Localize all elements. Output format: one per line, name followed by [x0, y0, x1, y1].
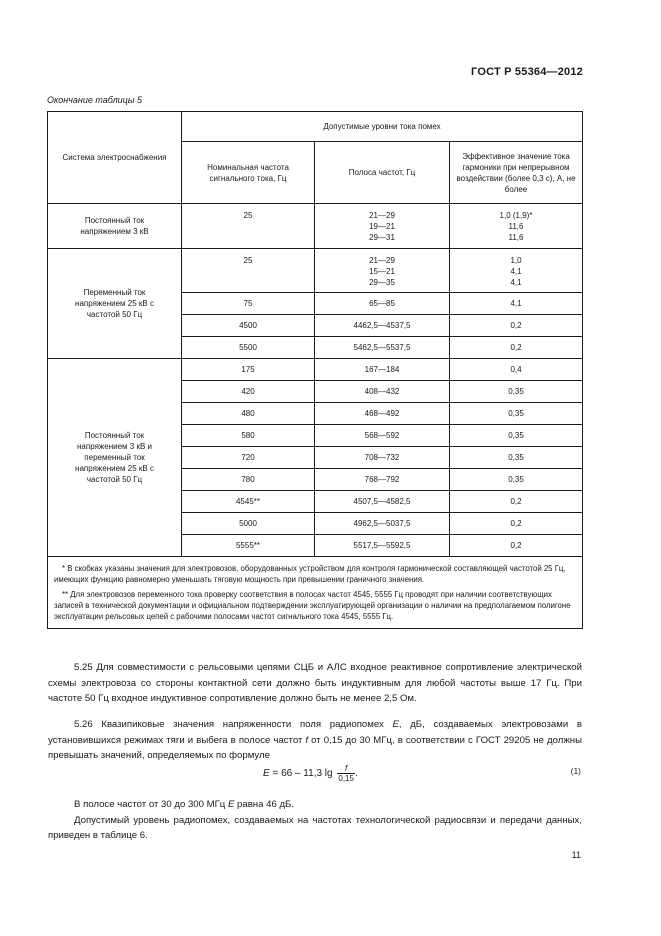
paragraph-radio: Допустимый уровень радиопомех, создаваемых на частотах технологической радиосвязи и передачи данных, приведен в таблице 6.	[48, 814, 582, 841]
current-cell	[450, 491, 583, 513]
band-cell	[315, 425, 450, 447]
current-cell	[450, 315, 583, 337]
frequency-cell: 5000	[182, 513, 315, 535]
current-value: 11,6	[508, 222, 524, 231]
table-body	[48, 204, 583, 557]
band-cell	[315, 447, 450, 469]
system-cell: Переменный ток напряжением 25 кВ с частотой 50 Гц	[48, 249, 182, 359]
band-text-a: В полосе частот от 30 до 300 МГц	[74, 799, 228, 810]
current-value: 0,2	[510, 541, 522, 550]
paragraph-5-25-text: 5.25 Для совместимости с рельсовыми цепями СЦБ и АЛС входное реактивное сопротивление электрической схемы электровоза со стороны контактной сети должно быть индуктивным для любой частоты выше 17 Гц. При частоте 50 Гц входное индуктивное сопротивление должно быть не менее 2,5 Ом.	[48, 662, 582, 704]
current-value: 0,2	[510, 497, 522, 506]
band-cell	[315, 315, 450, 337]
band-value: 29—35	[369, 278, 395, 287]
frequency-cell: 720	[182, 447, 315, 469]
footnote-2: ** Для электровозов переменного тока проверку соответствия в полосах частот 4545, 5555 Гц проводят при наличии соответствующих записей в технической документации и официальном подтверждении эксплуатирующей организации о наличии на предполагаемом полигоне эксплуатации рельсовых цепей с рабочими полосами частот сигнального тока 4545, 5555 Гц.	[54, 590, 571, 621]
frequency-cell: 25	[182, 249, 315, 293]
frequency-cell: 480	[182, 403, 315, 425]
frequency-cell: 175	[182, 359, 315, 381]
p526-text-a: 5.26 Квазипиковые значения напряженности поля радиопомех	[74, 719, 393, 730]
current-cell	[450, 293, 583, 315]
current-value: 0,2	[510, 519, 522, 528]
band-value: 4507,5—4582,5	[353, 497, 411, 506]
frequency-cell: 5500	[182, 337, 315, 359]
formula-1	[0, 762, 661, 796]
frequency-cell: 75	[182, 293, 315, 315]
p526-symbol-e: E	[392, 719, 399, 730]
table-caption: Окончание таблицы 5	[47, 95, 142, 105]
band-value: 468—492	[364, 409, 400, 418]
band-value: 65—85	[369, 299, 395, 308]
current-value: 0,35	[508, 453, 524, 462]
paragraph-5-26	[48, 717, 582, 764]
current-value: 4,1	[510, 278, 522, 287]
current-cell	[450, 359, 583, 381]
frequency-cell: 4545**	[182, 491, 315, 513]
frequency-cell: 5555**	[182, 535, 315, 557]
band-value: 408—432	[364, 387, 400, 396]
table-row	[48, 204, 583, 249]
band-value: 19—21	[369, 222, 395, 231]
band-value: 708—732	[364, 453, 400, 462]
band-cell	[315, 359, 450, 381]
band-value: 4962,5—5037,5	[353, 519, 411, 528]
band-value: 4462,5—4537,5	[353, 321, 411, 330]
formula-number: (1)	[570, 766, 581, 776]
band-cell	[315, 469, 450, 491]
current-value: 11,6	[508, 233, 524, 242]
frequency-cell: 780	[182, 469, 315, 491]
band-cell	[315, 381, 450, 403]
current-cell	[450, 337, 583, 359]
header-system: Система электроснабжения	[48, 112, 182, 204]
frequency-cell: 4500	[182, 315, 315, 337]
fraction-denominator: 0,15	[338, 774, 354, 783]
formula-tail: .	[354, 768, 358, 780]
current-value: 1,0	[510, 256, 522, 265]
band-cell	[315, 535, 450, 557]
p526-symbol-f: f	[305, 734, 309, 746]
current-cell	[450, 204, 583, 249]
footnote-1: * В скобках указаны значения для электровозов, оборудованных устройством для контроля гармонической составляющей частотой 25 Гц, имеющих функцию равномерно уменьшать тяговую мощность при превышении граничного значения.	[54, 564, 566, 584]
band-value: 768—792	[364, 475, 400, 484]
formula-expression	[263, 764, 358, 783]
band-cell	[315, 513, 450, 535]
band-cell	[315, 491, 450, 513]
fraction-numerator: f	[337, 764, 355, 774]
band-value: 15—21	[369, 267, 395, 276]
band-cell	[315, 337, 450, 359]
header-band: Полоса частот, Гц	[315, 142, 450, 204]
header-group: Допустимые уровни тока помех	[182, 112, 583, 142]
table-row	[48, 249, 583, 293]
current-value: 0,35	[508, 409, 524, 418]
current-value: 4,1	[510, 299, 522, 308]
system-cell: Постоянный ток напряжением 3 кВ	[48, 204, 182, 249]
current-value: 0,35	[508, 475, 524, 484]
system-cell: Постоянный ток напряжением 3 кВ и переменный ток напряжением 25 кВ с частотой 50 Гц	[48, 359, 182, 557]
paragraph-5-25	[48, 660, 582, 707]
band-value: 21—29	[369, 256, 395, 265]
current-cell	[450, 381, 583, 403]
band-value: 21—29	[369, 211, 395, 220]
document-id: ГОСТ Р 55364—2012	[471, 66, 583, 78]
frequency-cell: 25	[182, 204, 315, 249]
band-value: 167—184	[364, 365, 400, 374]
band-cell	[315, 403, 450, 425]
current-cell	[450, 535, 583, 557]
table-footnotes	[48, 557, 583, 629]
current-cell	[450, 403, 583, 425]
current-value: 0,2	[510, 321, 522, 330]
current-value: 1,0 (1,9)*	[499, 211, 533, 220]
current-cell	[450, 469, 583, 491]
header-current: Эффективное значение тока гармоники при непрерывном воздействии (более 0,3 с), А, не более	[450, 142, 583, 204]
band-cell	[315, 204, 450, 249]
frequency-cell: 580	[182, 425, 315, 447]
formula-fraction	[337, 764, 355, 783]
band-value: 5462,5—5537,5	[353, 343, 411, 352]
band-value: 568—592	[364, 431, 400, 440]
current-value: 4,1	[510, 267, 522, 276]
current-value: 0,2	[510, 343, 522, 352]
band-cell	[315, 293, 450, 315]
current-value: 0,35	[508, 387, 524, 396]
band-cell	[315, 249, 450, 293]
band-symbol-e: E	[227, 799, 235, 810]
page-number: 11	[571, 850, 581, 860]
p526-text-c: от 0,15 до 30 МГц, в соответствии с ГОСТ 29205 не должны превышать значений, определяемых по формуле	[48, 734, 582, 761]
table-5	[47, 111, 583, 629]
band-value: 29—31	[369, 233, 395, 242]
formula-rhs: = 66 – 11,3 lg	[269, 768, 336, 780]
band-value: 5517,5—5592,5	[353, 541, 411, 550]
current-value: 0,35	[508, 431, 524, 440]
p526-text-b: , дБ, создаваемых электровозами в установившихся режимах тяги и выбега в полосе частот	[48, 719, 582, 746]
band-text-b: равна 46 дБ.	[234, 799, 295, 810]
header-frequency: Номинальная частота сигнального тока, Гц	[182, 142, 315, 204]
paragraph-band	[48, 797, 582, 844]
current-cell	[450, 447, 583, 469]
frequency-cell: 420	[182, 381, 315, 403]
current-cell	[450, 513, 583, 535]
current-value: 0,4	[510, 365, 522, 374]
current-cell	[450, 425, 583, 447]
table-row	[48, 359, 583, 381]
formula-lhs: E	[263, 768, 270, 780]
current-cell	[450, 249, 583, 293]
